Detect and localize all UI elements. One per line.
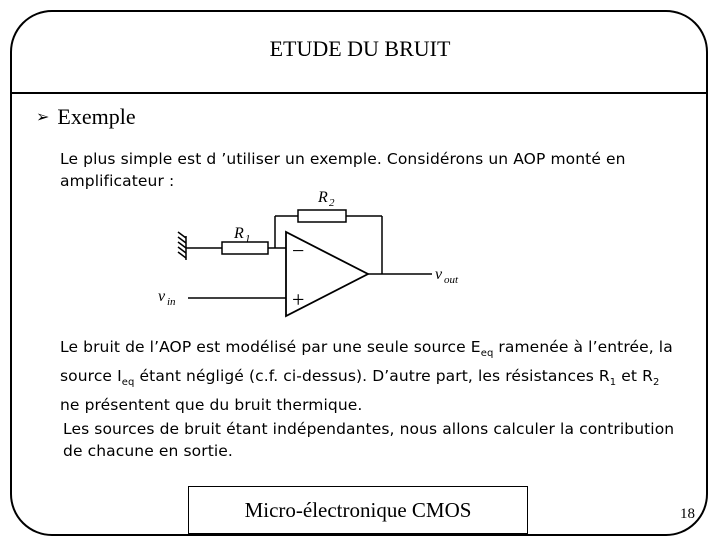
- text-segment: ramenée à l’entrée, la source I: [60, 338, 673, 386]
- page-number: 18: [680, 506, 695, 522]
- footer-title: Micro-électronique CMOS: [244, 498, 472, 522]
- subscript: eq: [480, 348, 494, 360]
- subscript: eq: [121, 377, 135, 389]
- r1-label: R: [234, 225, 244, 242]
- vin-sub: in: [167, 296, 176, 308]
- r1-sub: 1: [245, 233, 251, 245]
- conclusion-paragraph: Les sources de bruit étant indépendantes, nous allons calculer la contribution de chacune en sortie.: [63, 420, 675, 460]
- opamp-amplifier-diagram: [150, 180, 480, 320]
- subscript: 1: [609, 377, 617, 389]
- subscript: 2: [653, 377, 660, 389]
- inverting-input-label: −: [292, 238, 305, 263]
- text-segment: ne présentent que du bruit thermique.: [60, 396, 363, 415]
- ground-icon: [178, 232, 186, 260]
- noninverting-input-label: +: [292, 287, 305, 312]
- arrow-bullet-icon: ➢: [36, 109, 50, 126]
- resistor-r2: [298, 210, 346, 222]
- section-heading: [36, 104, 136, 130]
- text-segment: et R: [616, 367, 654, 386]
- vout-sub: out: [444, 274, 459, 286]
- title-divider: [11, 92, 707, 94]
- intro-paragraph: Le plus simple est d ’utiliser un exemple. Considérons un AOP monté en amplificateur :: [60, 150, 626, 190]
- r2-label: R: [318, 189, 328, 206]
- noise-model-paragraph: [60, 336, 680, 416]
- vin-label: v: [158, 288, 166, 305]
- r2-sub: 2: [329, 197, 335, 209]
- slide-title: ETUDE DU BRUIT: [269, 36, 451, 61]
- text-segment: étant négligé (c.f. ci-dessus). D’autre part, les résistances R: [134, 367, 610, 386]
- text-segment: Le bruit de l’AOP est modélisé par une seule source E: [60, 338, 481, 356]
- vout-label: v: [435, 266, 443, 283]
- section-title: Exemple: [57, 104, 136, 129]
